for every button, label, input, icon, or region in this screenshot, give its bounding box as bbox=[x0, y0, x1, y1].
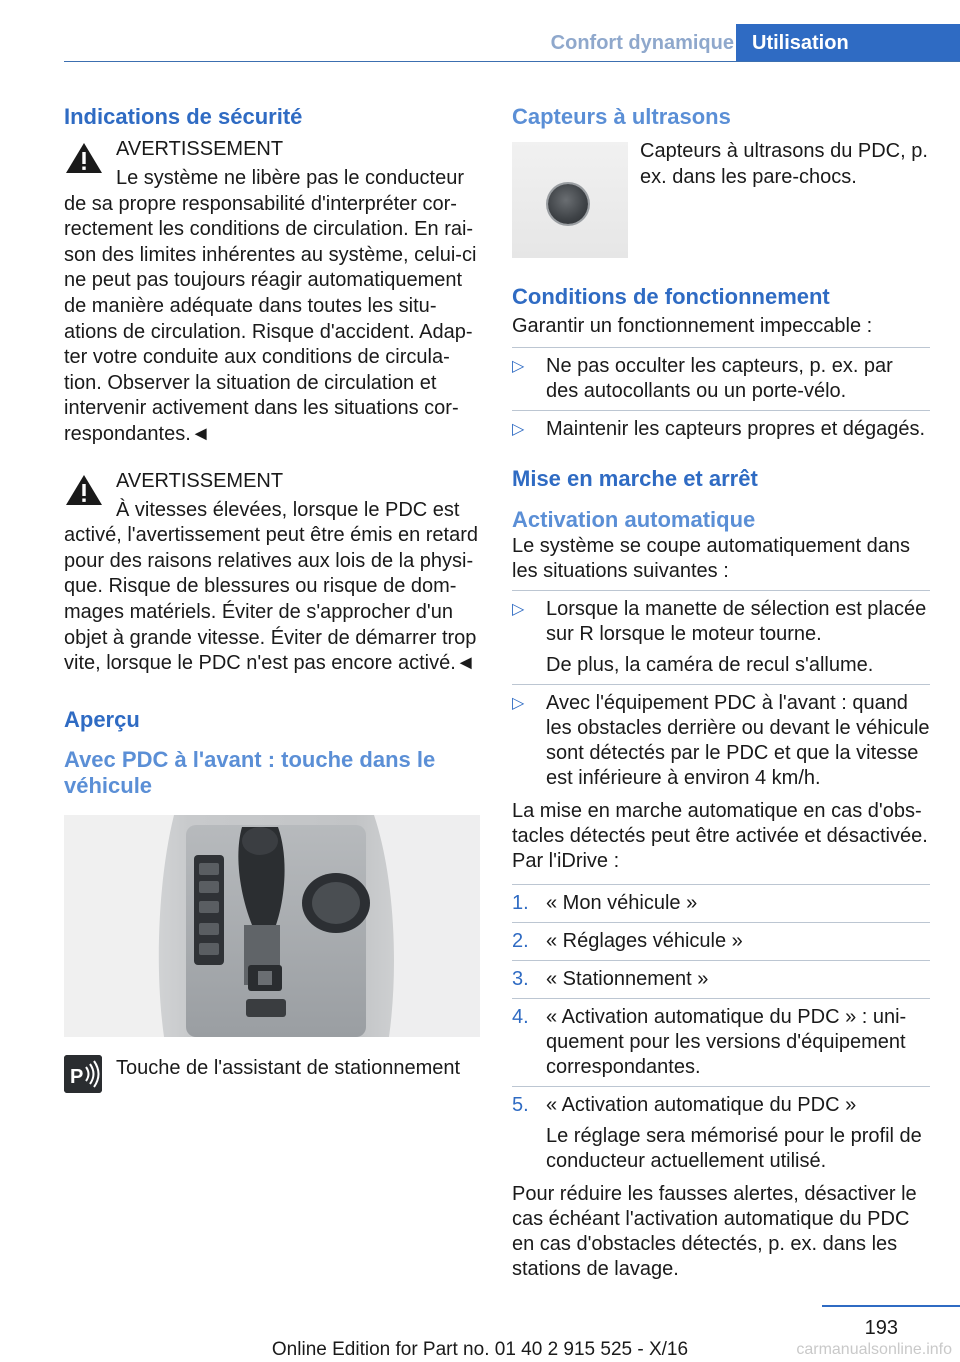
divider bbox=[512, 922, 930, 923]
step-item bbox=[512, 1005, 930, 1080]
list-item-text: Ne pas occulter les capteurs, p. ex. par des autocollants ou un porte-vélo. bbox=[546, 355, 893, 402]
step-item bbox=[512, 891, 930, 916]
final-paragraph: Pour réduire les fausses alertes, désactiver le cas échéant l'activation automatique du PDC en cas d'obstacles détectés, p. ex. dans les stations de lavage. bbox=[512, 1183, 917, 1280]
step-number: 4. bbox=[512, 1006, 529, 1028]
list-item-extra: De plus, la caméra de recul s'allume. bbox=[546, 654, 874, 676]
divider bbox=[512, 410, 930, 411]
step-text: « Réglages véhicule » bbox=[546, 930, 743, 952]
warning-label: AVERTISSEMENT bbox=[116, 138, 284, 160]
warning-label: AVERTISSEMENT bbox=[116, 469, 284, 492]
step-text: « Stationnement » bbox=[546, 968, 709, 990]
list-item-text: Maintenir les capteurs propres et dégagés. bbox=[546, 418, 926, 440]
sensors-block bbox=[512, 142, 930, 258]
svg-text:P: P bbox=[70, 1065, 84, 1088]
step-text: « Activation automatique du PDC » : uniquement pour les versions d'équipement correspondantes. bbox=[546, 1006, 907, 1078]
warning-block-1 bbox=[64, 134, 480, 448]
idrive-steps bbox=[512, 891, 930, 1174]
sensor-icon bbox=[548, 184, 588, 224]
bullet-triangle-icon: ▷ bbox=[512, 421, 525, 438]
bullet-triangle-icon: ▷ bbox=[512, 358, 525, 375]
step-item bbox=[512, 1093, 930, 1174]
header-rule bbox=[64, 61, 960, 62]
list-item-text: Lorsque la manette de sélection est placée sur R lorsque le moteur tourne. bbox=[546, 598, 927, 645]
sensors-title: Capteurs à ultrasons bbox=[512, 104, 731, 129]
header-tab: Utilisation bbox=[736, 24, 960, 62]
step-number: 3. bbox=[512, 968, 529, 990]
list-item bbox=[512, 691, 930, 791]
subtitle-pdc-front: Avec PDC à l'avant : touche dans le véhicule bbox=[64, 746, 436, 798]
warning-text: Le système ne libère pas le conducteur de sa propre responsabilité d'interpréter correctement les conditions de circulation. En raison des limites inhérentes au système, celui-ci ne peut pas toujours réagir automatiquement de manière adéquate dans toutes les situations de circulation. Risque d'accident. Adapter votre conduite aux conditions de circulation. Observer la situation de circulation et intervenir activement dans les situations correspondantes.◄ bbox=[64, 167, 477, 445]
auto-intro: Le système se coupe automatiquement dans les situations suivantes : bbox=[512, 535, 911, 582]
page-number: 193 bbox=[864, 1317, 898, 1339]
left-column bbox=[64, 102, 480, 1099]
step-item bbox=[512, 967, 930, 992]
divider bbox=[512, 1086, 930, 1087]
sensors-caption: Capteurs à ultrasons du PDC, p. ex. dans les pare-chocs. bbox=[640, 142, 928, 188]
auto-paragraph: La mise en marche automatique en cas d'obstacles détectés peut être activée et désactivée. Par l'iDrive : bbox=[512, 800, 928, 872]
parking-assistant-button-icon bbox=[64, 1055, 102, 1093]
step-number: 2. bbox=[512, 930, 529, 952]
pdc-button-legend bbox=[64, 1055, 480, 1099]
step-number: 5. bbox=[512, 1094, 529, 1116]
bullet-triangle-icon: ▷ bbox=[512, 601, 525, 618]
ultrasonic-sensor-photo bbox=[512, 142, 628, 258]
step-item bbox=[512, 929, 930, 954]
list-item bbox=[512, 597, 930, 678]
center-console-photo bbox=[64, 815, 480, 1037]
overview-title: Aperçu bbox=[64, 706, 140, 732]
auto-list bbox=[512, 597, 930, 791]
footer-rule bbox=[822, 1305, 960, 1307]
warning-text: À vitesses élevées, lorsque le PDC est activé, l'avertissement peut être émis en retard pour des raisons relatives aux lois de la physique. Risque de blessures ou risque de dommages matériels. Éviter de s'approcher d'un objet à grande vitesse. Éviter de démarrer trop vite, lorsque le PDC n'est pas encore activé.◄ bbox=[64, 498, 479, 675]
conditions-intro: Garantir un fonctionnement impeccable : bbox=[512, 315, 873, 337]
safety-title: Indications de sécurité bbox=[64, 104, 303, 129]
step-extra: Le réglage sera mémorisé pour le profil de conducteur actuellement utilisé. bbox=[546, 1125, 922, 1172]
onoff-title: Mise en marche et arrêt bbox=[512, 466, 758, 491]
list-item bbox=[512, 417, 930, 442]
divider bbox=[512, 998, 930, 999]
pdc-button-caption: Touche de l'assistant de stationnement bbox=[116, 1056, 461, 1079]
conditions-title: Conditions de fonctionnement bbox=[512, 284, 830, 309]
divider bbox=[512, 884, 930, 885]
watermark: carmanualsonline.info bbox=[796, 1341, 952, 1358]
divider bbox=[512, 684, 930, 685]
step-text: « Mon véhicule » bbox=[546, 892, 698, 914]
list-item-text: Avec l'équipement PDC à l'avant : quand les obstacles derrière ou devant le véhicule sont détectés par le PDC et que la vitesse est inférieure à environ 4 km/h. bbox=[546, 692, 930, 789]
header-section-title: Confort dynamique bbox=[550, 32, 734, 54]
step-text: « Activation automatique du PDC » bbox=[546, 1094, 857, 1116]
step-number: 1. bbox=[512, 892, 529, 914]
divider bbox=[512, 960, 930, 961]
conditions-list bbox=[512, 354, 930, 442]
warning-triangle-icon bbox=[64, 140, 104, 176]
warning-triangle-icon bbox=[64, 472, 104, 508]
center-console-illustration bbox=[64, 815, 480, 1037]
divider bbox=[512, 347, 930, 348]
divider bbox=[512, 590, 930, 591]
auto-activation-title: Activation automatique bbox=[512, 507, 756, 532]
right-column bbox=[512, 102, 930, 1282]
list-item bbox=[512, 354, 930, 404]
edition-line: Online Edition for Part no. 01 40 2 915 525 - X/16 bbox=[271, 1339, 689, 1360]
warning-block-2 bbox=[64, 466, 480, 677]
bullet-triangle-icon: ▷ bbox=[512, 695, 525, 712]
